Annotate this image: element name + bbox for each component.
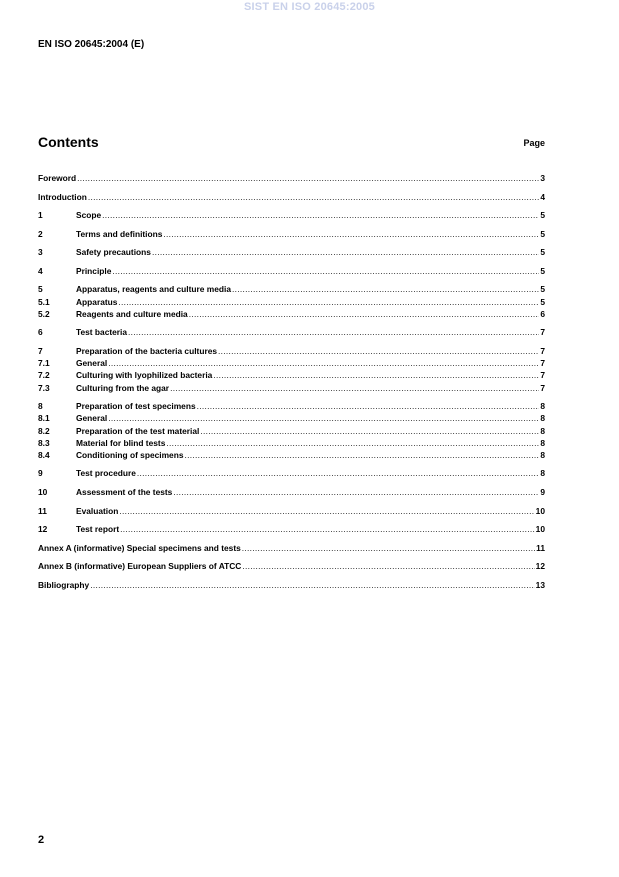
toc-entry-title: Bibliography xyxy=(38,579,90,590)
toc-entry[interactable] xyxy=(38,265,545,277)
toc-entry[interactable] xyxy=(38,542,545,554)
toc-entry[interactable] xyxy=(38,357,545,369)
toc-entry-page: 11 xyxy=(536,542,545,553)
toc-entry[interactable] xyxy=(38,191,545,203)
toc-entry-number: 7.1 xyxy=(38,358,50,369)
toc-entry-title: Principle xyxy=(76,265,112,276)
dot-leader xyxy=(120,523,535,535)
toc-entry[interactable] xyxy=(38,283,545,295)
toc-entry[interactable] xyxy=(38,523,545,535)
footer-page-number: 2 xyxy=(38,834,45,846)
toc-entry-title: General xyxy=(76,358,108,369)
toc-entry-page: 12 xyxy=(535,561,545,572)
toc-entry[interactable] xyxy=(38,296,545,308)
toc-entry-number: 12 xyxy=(38,524,48,535)
dot-leader xyxy=(170,382,539,394)
toc-entry[interactable] xyxy=(38,579,545,591)
dot-leader xyxy=(189,308,540,320)
toc-entry-page: 6 xyxy=(540,308,545,319)
toc-entry-title: Safety precautions xyxy=(76,247,151,258)
toc-entry-title: Culturing with lyophilized bacteria xyxy=(76,370,213,381)
toc-entry-page: 5 xyxy=(540,247,545,258)
toc-entry-title: Foreword xyxy=(38,173,77,183)
toc-entry-title: Introduction xyxy=(38,191,87,202)
toc-entry-title: Annex B (informative) European Suppliers of ATCC xyxy=(38,561,242,572)
toc-entry[interactable] xyxy=(38,369,545,381)
toc-entry-page: 4 xyxy=(540,191,545,202)
dot-leader xyxy=(173,486,539,498)
dot-leader xyxy=(119,505,534,517)
toc-entry[interactable] xyxy=(38,308,545,320)
dot-leader xyxy=(77,172,539,184)
toc-entry-page: 5 xyxy=(540,296,545,307)
toc-entry-number: 4 xyxy=(38,265,43,276)
document-id: EN ISO 20645:2004 (E) xyxy=(38,39,145,50)
toc-entry[interactable] xyxy=(38,467,545,479)
toc-entry[interactable] xyxy=(38,228,545,240)
toc-entry[interactable] xyxy=(38,505,545,517)
toc-entry-page: 7 xyxy=(540,346,545,356)
toc-entry-page: 10 xyxy=(535,505,545,516)
toc-entry[interactable] xyxy=(38,437,545,449)
toc-entry-page: 13 xyxy=(535,579,545,590)
toc-entry[interactable] xyxy=(38,560,545,572)
toc-entry-number: 10 xyxy=(38,487,48,498)
toc-entry-title: Test procedure xyxy=(76,468,136,479)
toc-entry-number: 8 xyxy=(38,401,43,412)
toc-entry[interactable] xyxy=(38,246,545,258)
toc-entry-title: Reagents and culture media xyxy=(76,308,188,319)
watermark: SIST EN ISO 20645:2005 xyxy=(244,1,375,13)
dot-leader xyxy=(218,345,539,357)
toc-entry-title: Evaluation xyxy=(76,505,119,516)
toc-entry[interactable] xyxy=(38,486,545,498)
dot-leader xyxy=(108,357,539,369)
toc-entry-number: 3 xyxy=(38,247,43,258)
toc-entry-number: 7.2 xyxy=(38,370,50,381)
toc-entry-number: 8.1 xyxy=(38,413,50,424)
page-column-label: Page xyxy=(523,138,545,148)
dot-leader xyxy=(242,560,534,572)
dot-leader xyxy=(197,400,540,412)
toc-entry-page: 8 xyxy=(540,425,545,436)
toc-entry-page: 8 xyxy=(540,437,545,448)
toc-entry-page: 10 xyxy=(535,524,545,535)
toc-entry-number: 7 xyxy=(38,346,43,356)
dot-leader xyxy=(242,542,535,554)
toc-entry[interactable] xyxy=(38,412,545,424)
toc-entry-title: Conditioning of specimens xyxy=(76,449,184,460)
toc-entry[interactable] xyxy=(38,425,545,437)
toc-entry-number: 2 xyxy=(38,228,43,239)
dot-leader xyxy=(163,228,539,240)
toc-entry-title: Assessment of the tests xyxy=(76,487,173,498)
toc-entry-number: 11 xyxy=(38,505,47,516)
toc-entry-number: 5.2 xyxy=(38,308,50,319)
toc-entry[interactable] xyxy=(38,400,545,412)
toc-entry-page: 7 xyxy=(540,370,545,381)
dot-leader xyxy=(108,412,539,424)
toc-entry-title: Annex A (informative) Special specimens and tests xyxy=(38,542,241,553)
toc-entry-title: Preparation of test specimens xyxy=(76,401,196,412)
toc-entry-page: 3 xyxy=(540,173,545,183)
contents-heading: Contents xyxy=(38,134,99,150)
toc-entry-number: 7.3 xyxy=(38,382,50,393)
dot-leader xyxy=(88,191,539,203)
table-of-contents xyxy=(38,172,545,591)
toc-entry-title: Preparation of the bacteria cultures xyxy=(76,346,218,356)
dot-leader xyxy=(90,579,534,591)
toc-entry-number: 5.1 xyxy=(38,296,50,307)
toc-entry-title: Test bacteria xyxy=(76,327,128,338)
dot-leader xyxy=(166,437,539,449)
toc-entry-page: 5 xyxy=(540,284,545,295)
dot-leader xyxy=(232,283,539,295)
toc-entry-title: Apparatus, reagents and culture media xyxy=(76,284,231,295)
toc-entry[interactable] xyxy=(38,449,545,461)
toc-entry-title: General xyxy=(76,413,108,424)
dot-leader xyxy=(102,209,539,221)
toc-entry-number: 5 xyxy=(38,284,43,295)
dot-leader xyxy=(200,425,539,437)
dot-leader xyxy=(152,246,539,258)
toc-entry[interactable] xyxy=(38,345,545,357)
toc-entry-title: Culturing from the agar xyxy=(76,382,170,393)
toc-entry-page: 7 xyxy=(540,382,545,393)
dot-leader xyxy=(184,449,539,461)
toc-entry-page: 8 xyxy=(540,468,545,479)
toc-entry-page: 7 xyxy=(540,358,545,369)
dot-leader xyxy=(112,265,539,277)
dot-leader xyxy=(118,296,539,308)
toc-entry[interactable] xyxy=(38,172,545,184)
dot-leader xyxy=(137,467,539,479)
toc-entry[interactable] xyxy=(38,382,545,394)
toc-entry-page: 8 xyxy=(540,401,545,412)
toc-entry-number: 8.4 xyxy=(38,449,50,460)
toc-entry-page: 7 xyxy=(540,327,545,338)
toc-entry-title: Terms and definitions xyxy=(76,228,163,239)
toc-entry-page: 5 xyxy=(540,265,545,276)
toc-entry-title: Preparation of the test material xyxy=(76,425,200,436)
toc-entry-number: 8.3 xyxy=(38,437,50,448)
toc-entry-number: 1 xyxy=(38,210,43,221)
toc-entry-title: Apparatus xyxy=(76,296,118,307)
toc-entry-title: Test report xyxy=(76,524,120,535)
toc-entry-page: 5 xyxy=(540,210,545,221)
toc-entry-page: 8 xyxy=(540,449,545,460)
toc-entry-number: 8.2 xyxy=(38,425,50,436)
toc-entry-title: Material for blind tests xyxy=(76,437,166,448)
dot-leader xyxy=(213,369,539,381)
toc-entry-number: 9 xyxy=(38,468,43,479)
toc-entry-number: 6 xyxy=(38,327,43,338)
toc-entry-page: 8 xyxy=(540,413,545,424)
toc-entry-title: Scope xyxy=(76,210,102,221)
dot-leader xyxy=(128,326,539,338)
toc-entry-page: 9 xyxy=(540,487,545,498)
toc-entry[interactable] xyxy=(38,326,545,338)
toc-entry-page: 5 xyxy=(540,228,545,239)
toc-entry[interactable] xyxy=(38,209,545,221)
